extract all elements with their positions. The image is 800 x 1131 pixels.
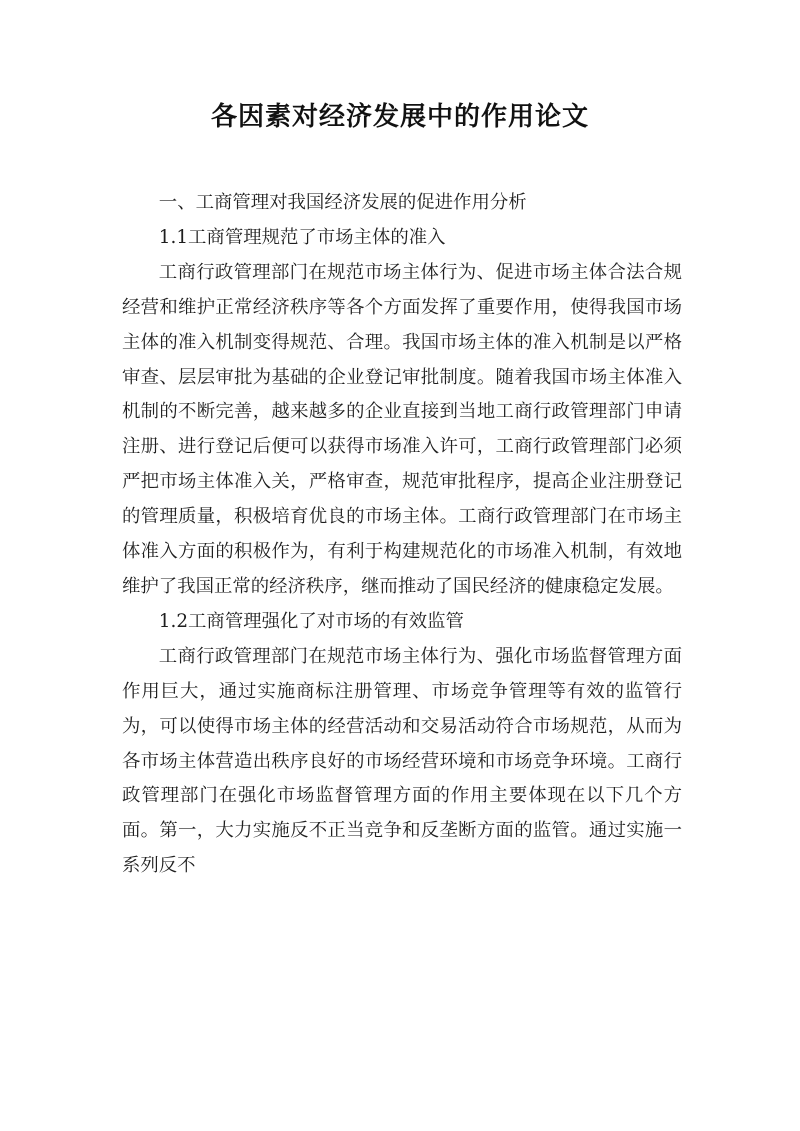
section-heading: 一、工商管理对我国经济发展的促进作用分析 xyxy=(158,192,527,213)
subsection-heading-1-2: 1.2工商管理强化了对市场的有效监管 xyxy=(158,610,464,632)
paragraph-1-1: 工商行政管理部门在规范市场主体行为、促进市场主体合法合规经营和维护正常经济秩序等各个方面发挥了重要作用，使得我国市场主体的准入机制变得规范、合理。我国市场主体的准入机制是以严格审查、层层审批为基础的企业登记审批制度。随着我国市场主体准入机制的不断完善，越来越多的企业直接到当地工商行政管理部门申请注册、进行登记后便可以获得市场准入许可，工商行政管理部门必须严把市场主体准入关，严格审查，规范审批程序，提高企业注册登记的管理质量，积极培育优良的市场主体。工商行政管理部门在市场主体准入方面的积极作为，有利于构建规范化的市场准入机制，有效地维护了我国正常的经济秩序，继而推动了国民经济的健康稳定发展。 xyxy=(122,261,682,597)
subsection-heading-1-1: 1.1工商管理规范了市场主体的准入 xyxy=(158,226,446,248)
paragraph-1-2: 工商行政管理部门在规范市场主体行为、强化市场监督管理方面作用巨大，通过实施商标注册管理、市场竞争管理等有效的监管行为，可以使得市场主体的经营活动和交易活动符合市场规范，从而为各市场主体营造出秩序良好的市场经营环境和市场竞争环境。工商行政管理部门在强化市场监督管理方面的作用主要体现在以下几个方面。第一，大力实施反不正当竞争和反垄断方面的监管。通过实施一系列反不 xyxy=(122,645,682,877)
document-body xyxy=(122,186,682,884)
document-title: 各因素对经济发展中的作用论文 xyxy=(210,102,589,132)
